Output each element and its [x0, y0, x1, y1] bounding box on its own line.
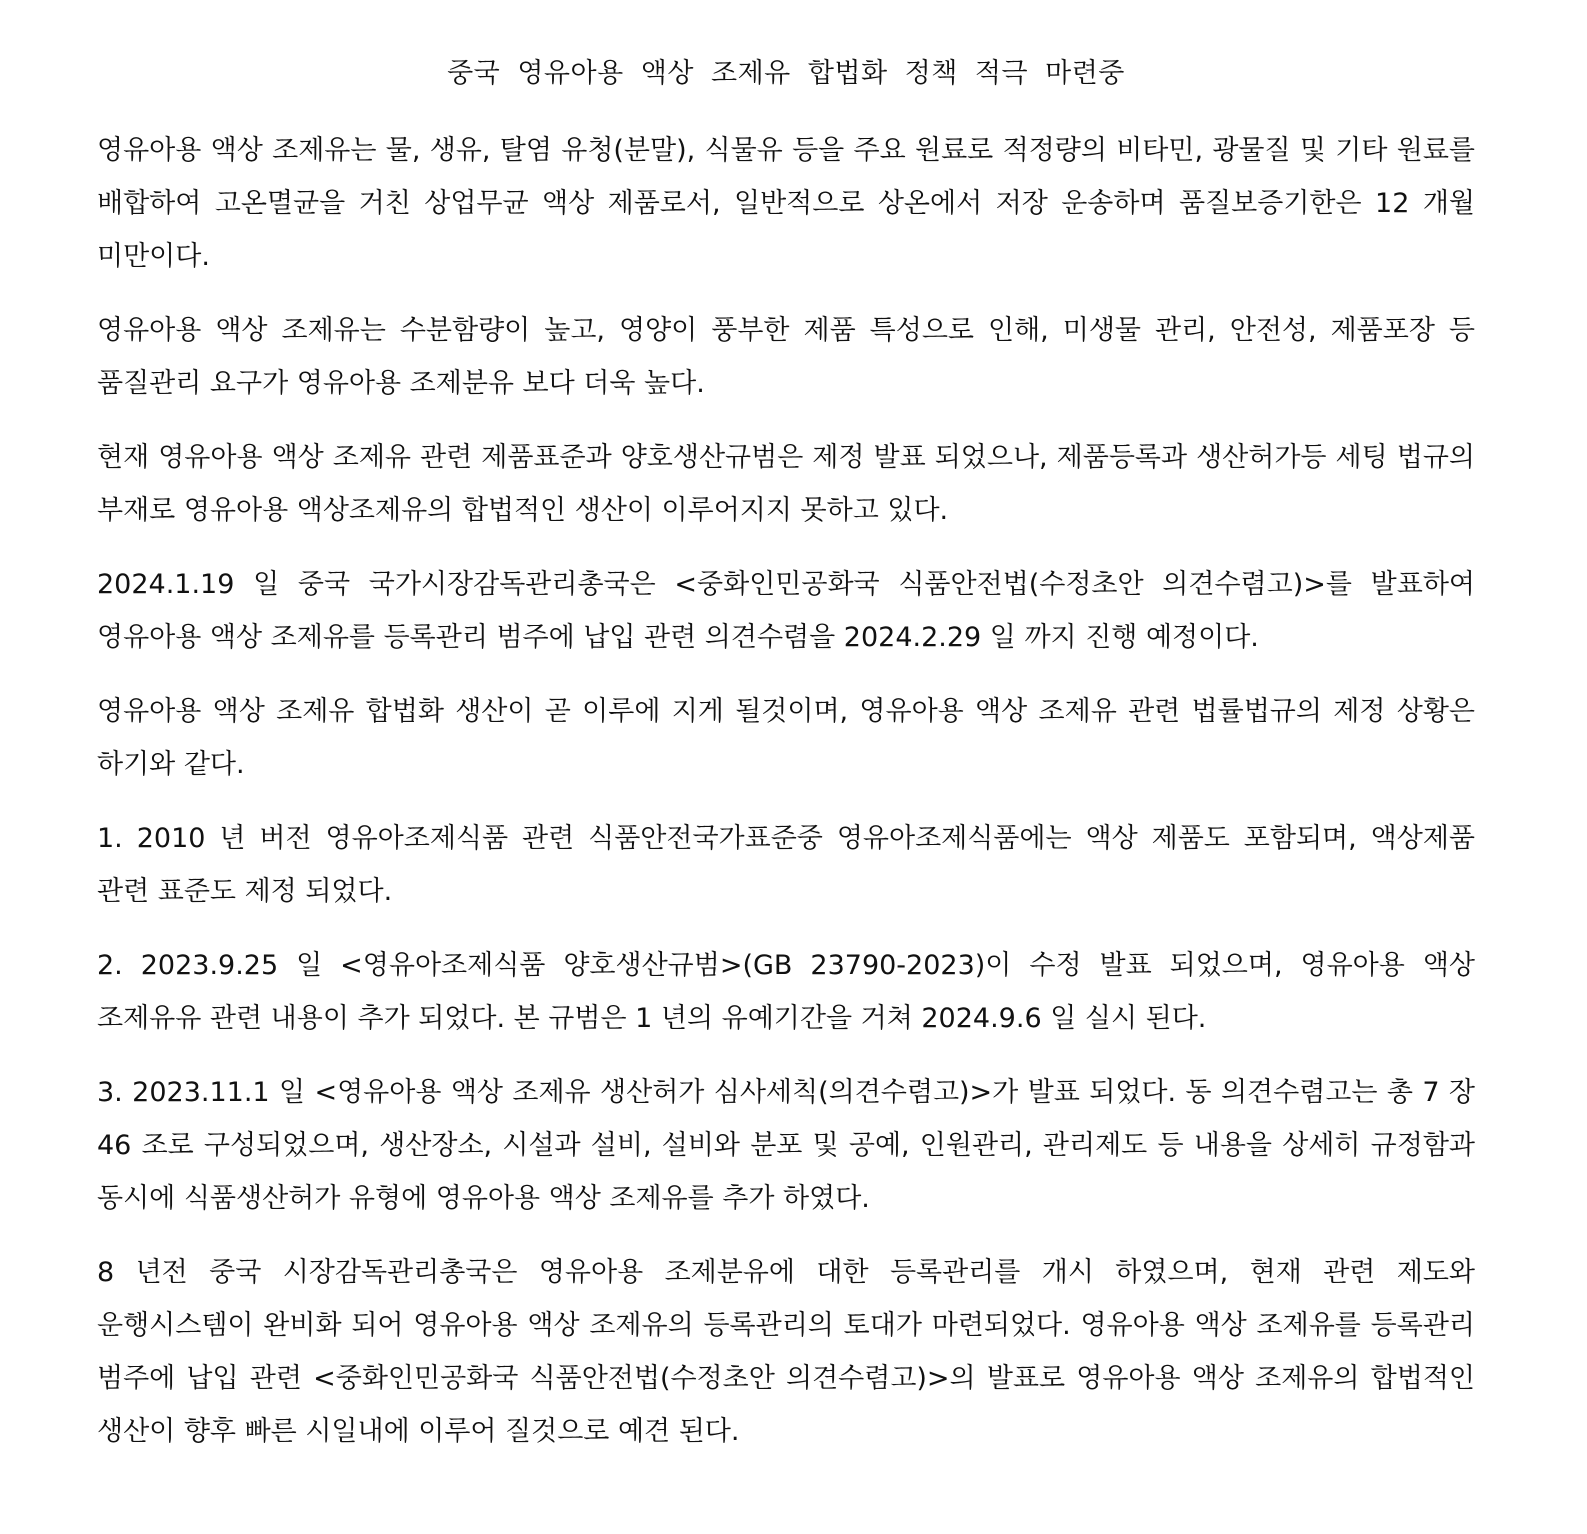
paragraph-conclusion: 8 년전 중국 시장감독관리총국은 영유아용 조제분유에 대한 등록관리를 개시 하였으며, 현재 관련 제도와 운행시스템이 완비화 되어 영유아용 액상 조제유의 등록관리의 토대가 마련되었다. 영유아용 액상 조제유를 등록관리 범주에 납입 관련 <중화인민공화국 식품안전법(수정초안 의견수렴고)>의 발표로 영유아용 액상 조제유의 합법적인 생산이 향후 빠른 시일내에 이루어 질것으로 예견 된다.	[97, 1257, 1475, 1447]
list-item-gmp-2023: 2. 2023.9.25 일 <영유아조제식품 양호생산규범>(GB 23790-2023)이 수정 발표 되었으며, 영유아용 액상 조제유유 관련 내용이 추가 되었다. 본 규범은 1 년의 유예기간을 거쳐 2024.9.6 일 실시 된다.	[97, 950, 1475, 1034]
document-title: 중국 영유아용 액상 조제유 합법화 정책 적극 마련중	[447, 58, 1125, 89]
paragraph-definition: 영유아용 액상 조제유는 물, 생유, 탈염 유청(분말), 식물유 등을 주요 원료로 적정량의 비타민, 광물질 및 기타 원료를 배합하여 고온멸균을 거친 상업무균 액상 제품로서, 일반적으로 상온에서 저장 운송하며 품질보증기한은 12 개월 미만이다.	[97, 135, 1475, 272]
paragraph-current-status: 현재 영유아용 액상 조제유 관련 제품표준과 양호생산규범은 제정 발표 되었으나, 제품등록과 생산허가등 세팅 법규의 부재로 영유아용 액상조제유의 합법적인 생산이 이루어지지 못하고 있다.	[97, 442, 1475, 526]
paragraph-draft-announcement: 2024.1.19 일 중국 국가시장감독관리총국은 <중화인민공화국 식품안전법(수정초안 의견수렴고)>를 발표하여 영유아용 액상 조제유를 등록관리 범주에 납입 관련 의견수렴을 2024.2.29 일 까지 진행 예정이다.	[97, 569, 1475, 653]
document-page	[97, 52, 1475, 1479]
list-item-standard-2010: 1. 2010 년 버전 영유아조제식품 관련 식품안전국가표준중 영유아조제식품에는 액상 제품도 포함되며, 액상제품 관련 표준도 제정 되었다.	[97, 823, 1475, 907]
paragraph-legislation-intro: 영유아용 액상 조제유 합법화 생산이 곧 이루에 지게 될것이며, 영유아용 액상 조제유 관련 법률법규의 제정 상황은 하기와 같다.	[97, 696, 1475, 780]
paragraph-quality-requirements: 영유아용 액상 조제유는 수분함량이 높고, 영양이 풍부한 제품 특성으로 인해, 미생물 관리, 안전성, 제품포장 등 품질관리 요구가 영유아용 조제분유 보다 더욱 높다.	[97, 315, 1475, 399]
list-item-license-rules: 3. 2023.11.1 일 <영유아용 액상 조제유 생산허가 심사세칙(의견수렴고)>가 발표 되었다. 동 의견수렴고는 총 7 장 46 조로 구성되었으며, 생산장소, 시설과 설비, 설비와 분포 및 공예, 인원관리, 관리제도 등 내용을 상세히 규정함과 동시에 식품생산허가 유형에 영유아용 액상 조제유를 추가 하였다.	[97, 1077, 1475, 1214]
